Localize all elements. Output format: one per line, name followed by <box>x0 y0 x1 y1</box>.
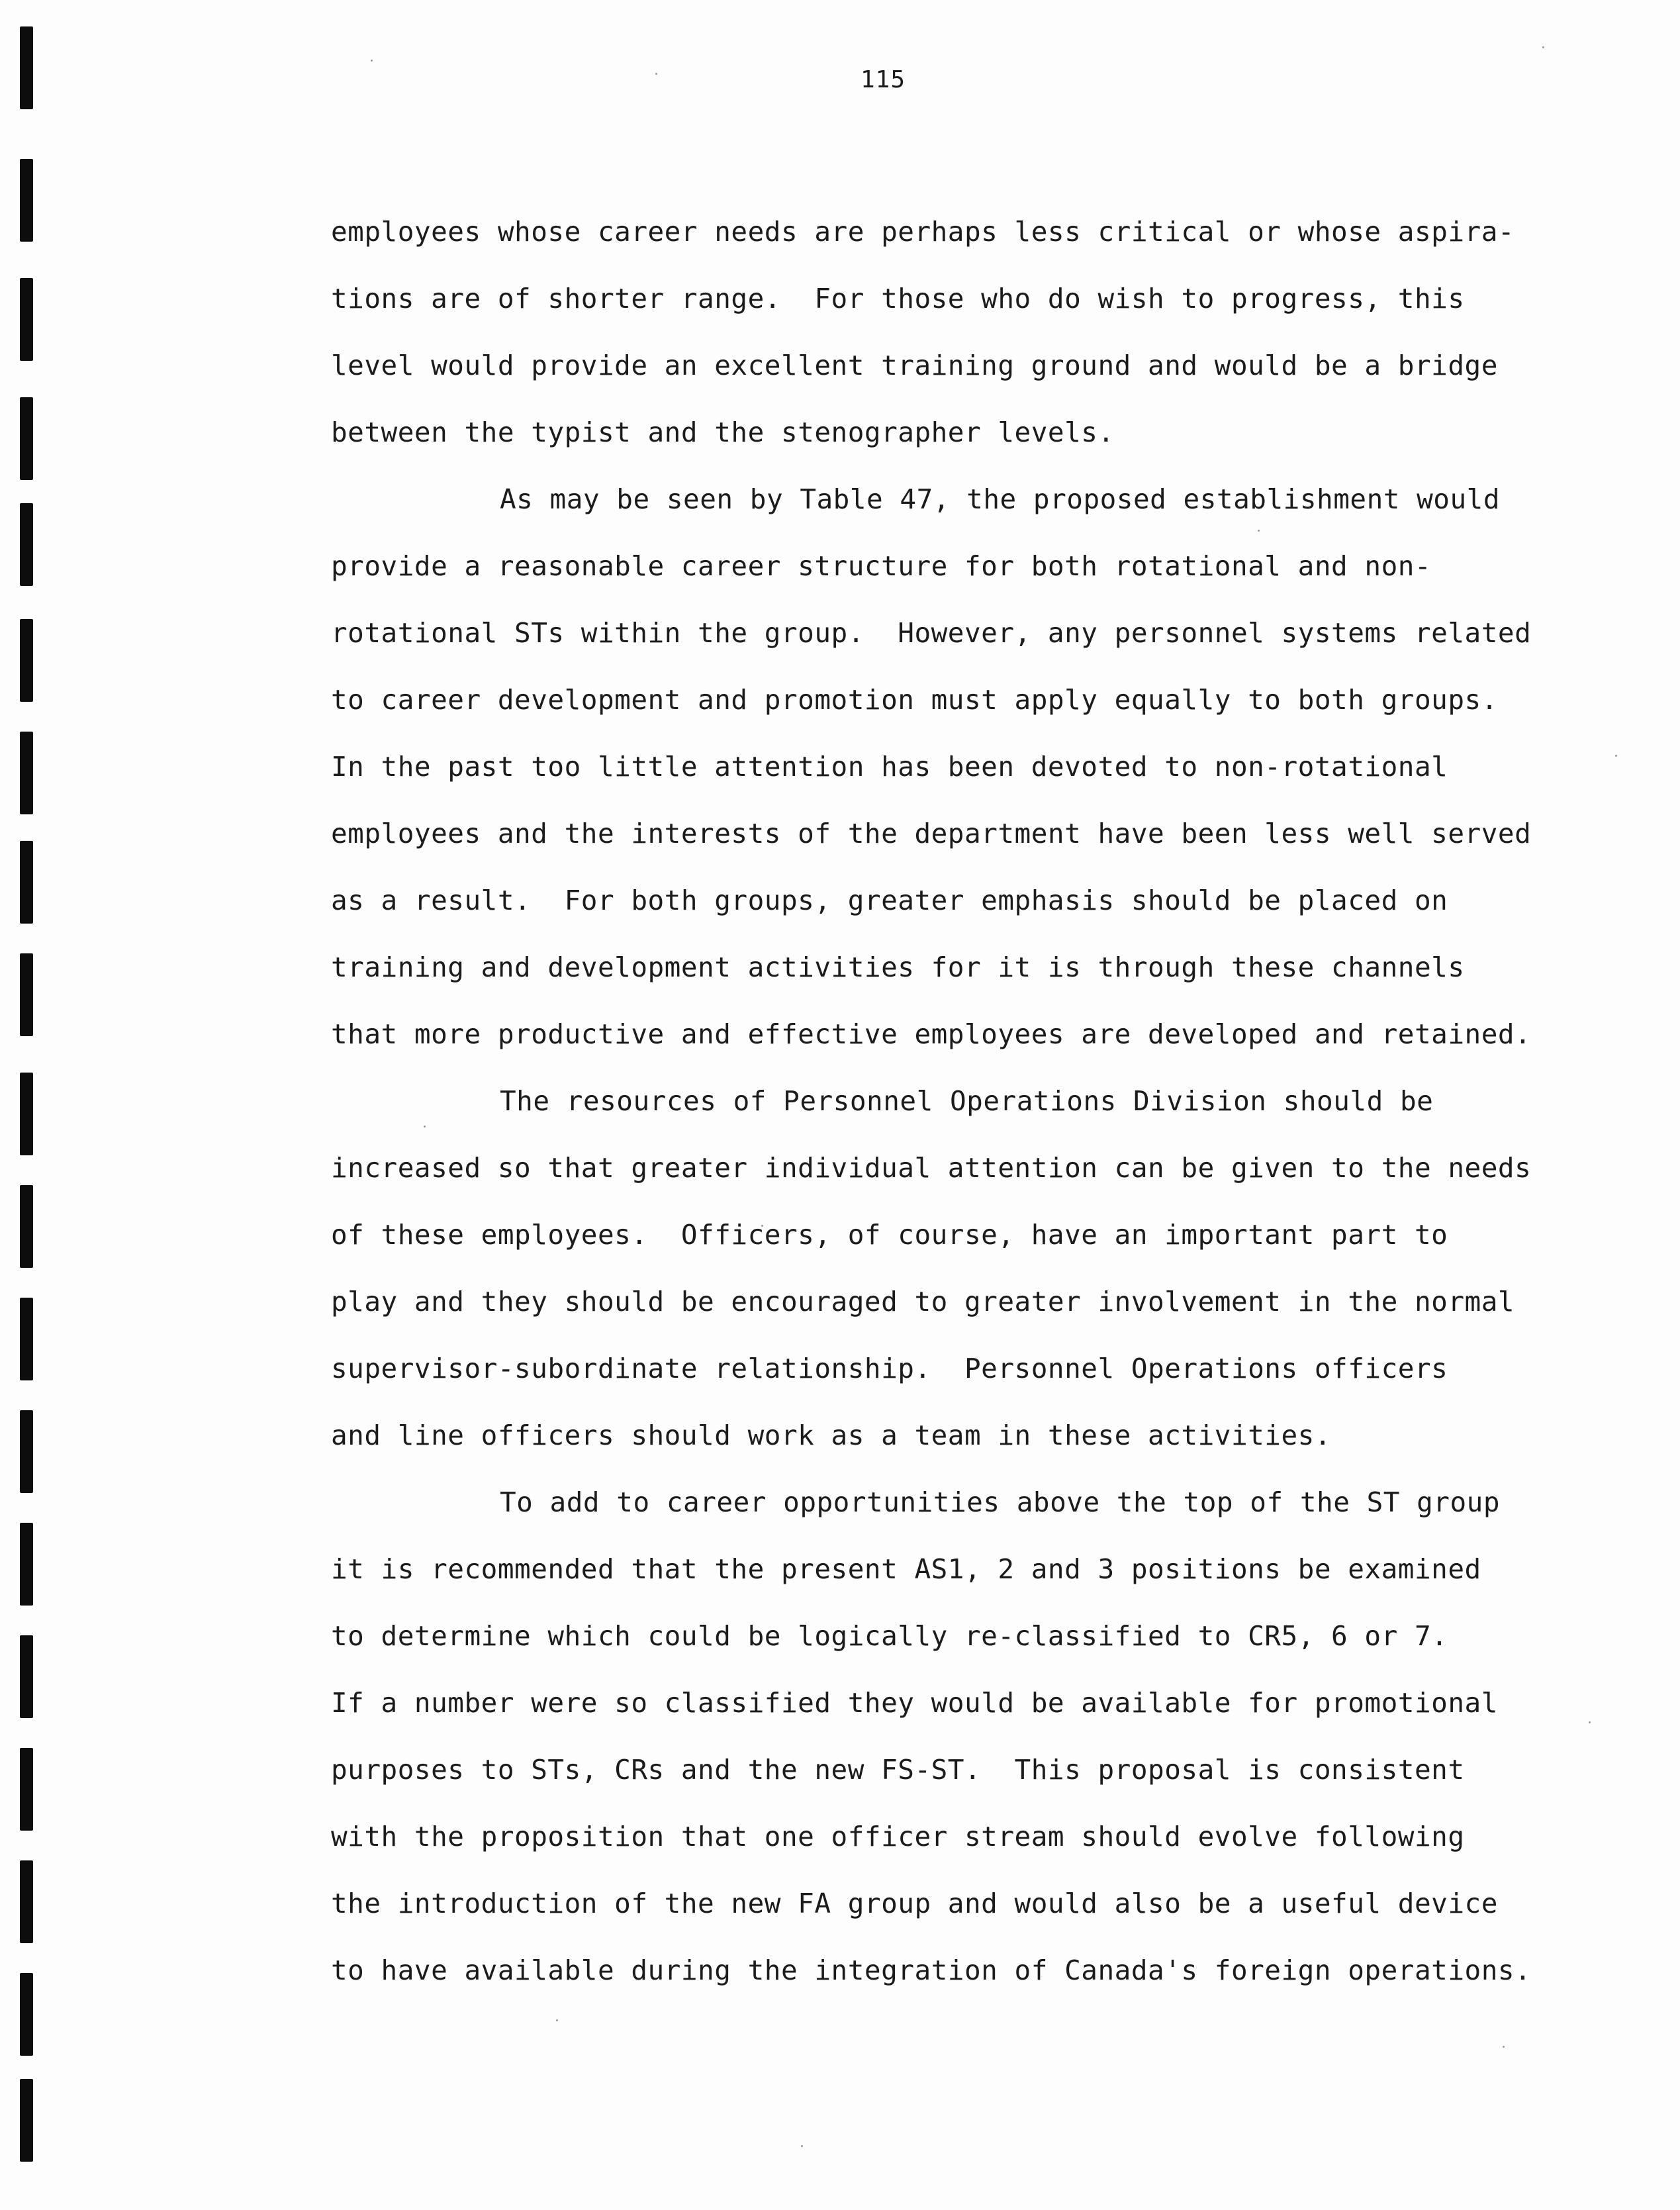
binding-mark <box>20 159 33 242</box>
scan-speck <box>1503 2046 1505 2048</box>
text-line: as a result. For both groups, greater emphasis should be placed on <box>331 885 1448 916</box>
text-line: to determine which could be logically re-classified to CR5, 6 or 7. <box>331 1620 1448 1652</box>
text-line: and line officers should work as a team in these activities. <box>331 1419 1332 1451</box>
paragraph-first-line: As may be seen by Table 47, the proposed establishment would <box>500 483 1501 515</box>
text-line: it is recommended that the present AS1, 2 and 3 positions be examined <box>331 1553 1481 1585</box>
binding-mark <box>20 1298 33 1380</box>
binding-mark <box>20 953 33 1036</box>
scan-speck <box>1542 46 1544 48</box>
scan-speck <box>556 2019 558 2021</box>
paragraph-first-line: To add to career opportunities above the top of the ST group <box>500 1486 1501 1518</box>
text-line: increased so that greater individual attention can be given to the needs <box>331 1152 1532 1184</box>
text-line: supervisor-subordinate relationship. Personnel Operations officers <box>331 1353 1448 1384</box>
binding-mark <box>20 1410 33 1493</box>
binding-margin-marks <box>12 0 52 2210</box>
text-line: If a number were so classified they would be available for promotional <box>331 1687 1498 1719</box>
text-line: of these employees. Officers, of course, have an important part to <box>331 1219 1448 1251</box>
binding-mark <box>20 1973 33 2056</box>
text-line: between the typist and the stenographer levels. <box>331 416 1115 448</box>
binding-mark <box>20 619 33 702</box>
text-line: the introduction of the new FA group and would also be a useful device <box>331 1888 1498 1919</box>
binding-mark <box>20 1748 33 1831</box>
binding-mark <box>20 1523 33 1606</box>
binding-mark <box>20 1860 33 1943</box>
binding-mark <box>20 26 33 109</box>
binding-mark <box>20 1073 33 1155</box>
scan-speck <box>1589 1721 1591 1723</box>
text-line: rotational STs within the group. However, any personnel systems related <box>331 617 1532 649</box>
text-line: In the past too little attention has been devoted to non-rotational <box>331 751 1448 783</box>
text-line: provide a reasonable career structure for both rotational and non- <box>331 550 1432 582</box>
scan-speck <box>655 73 657 75</box>
text-line: employees whose career needs are perhaps less critical or whose aspira- <box>331 216 1515 248</box>
binding-mark <box>20 503 33 586</box>
text-line: with the proposition that one officer stream should evolve following <box>331 1821 1465 1852</box>
text-line: play and they should be encouraged to greater involvement in the normal <box>331 1286 1515 1318</box>
text-line: purposes to STs, CRs and the new FS-ST. This proposal is consistent <box>331 1754 1465 1786</box>
binding-mark <box>20 1185 33 1268</box>
text-line: employees and the interests of the department have been less well served <box>331 818 1532 849</box>
binding-mark <box>20 1635 33 1718</box>
body-text <box>331 199 1556 2004</box>
binding-mark <box>20 841 33 924</box>
binding-mark <box>20 397 33 480</box>
binding-mark <box>20 732 33 814</box>
text-line: that more productive and effective employees are developed and retained. <box>331 1018 1532 1050</box>
text-line: to have available during the integration of Canada's foreign operations. <box>331 1954 1532 1986</box>
text-line: to career development and promotion must apply equally to both groups. <box>331 684 1498 716</box>
text-line: training and development activities for it is through these channels <box>331 951 1465 983</box>
scan-speck <box>801 2145 803 2147</box>
scan-speck <box>1615 755 1617 757</box>
binding-mark <box>20 278 33 361</box>
text-line: tions are of shorter range. For those who do wish to progress, this <box>331 283 1465 314</box>
page-number: 115 <box>861 66 906 93</box>
scan-speck <box>371 60 373 62</box>
binding-mark <box>20 2079 33 2162</box>
paragraph-first-line: The resources of Personnel Operations Division should be <box>500 1085 1434 1117</box>
text-line: level would provide an excellent training ground and would be a bridge <box>331 350 1498 381</box>
